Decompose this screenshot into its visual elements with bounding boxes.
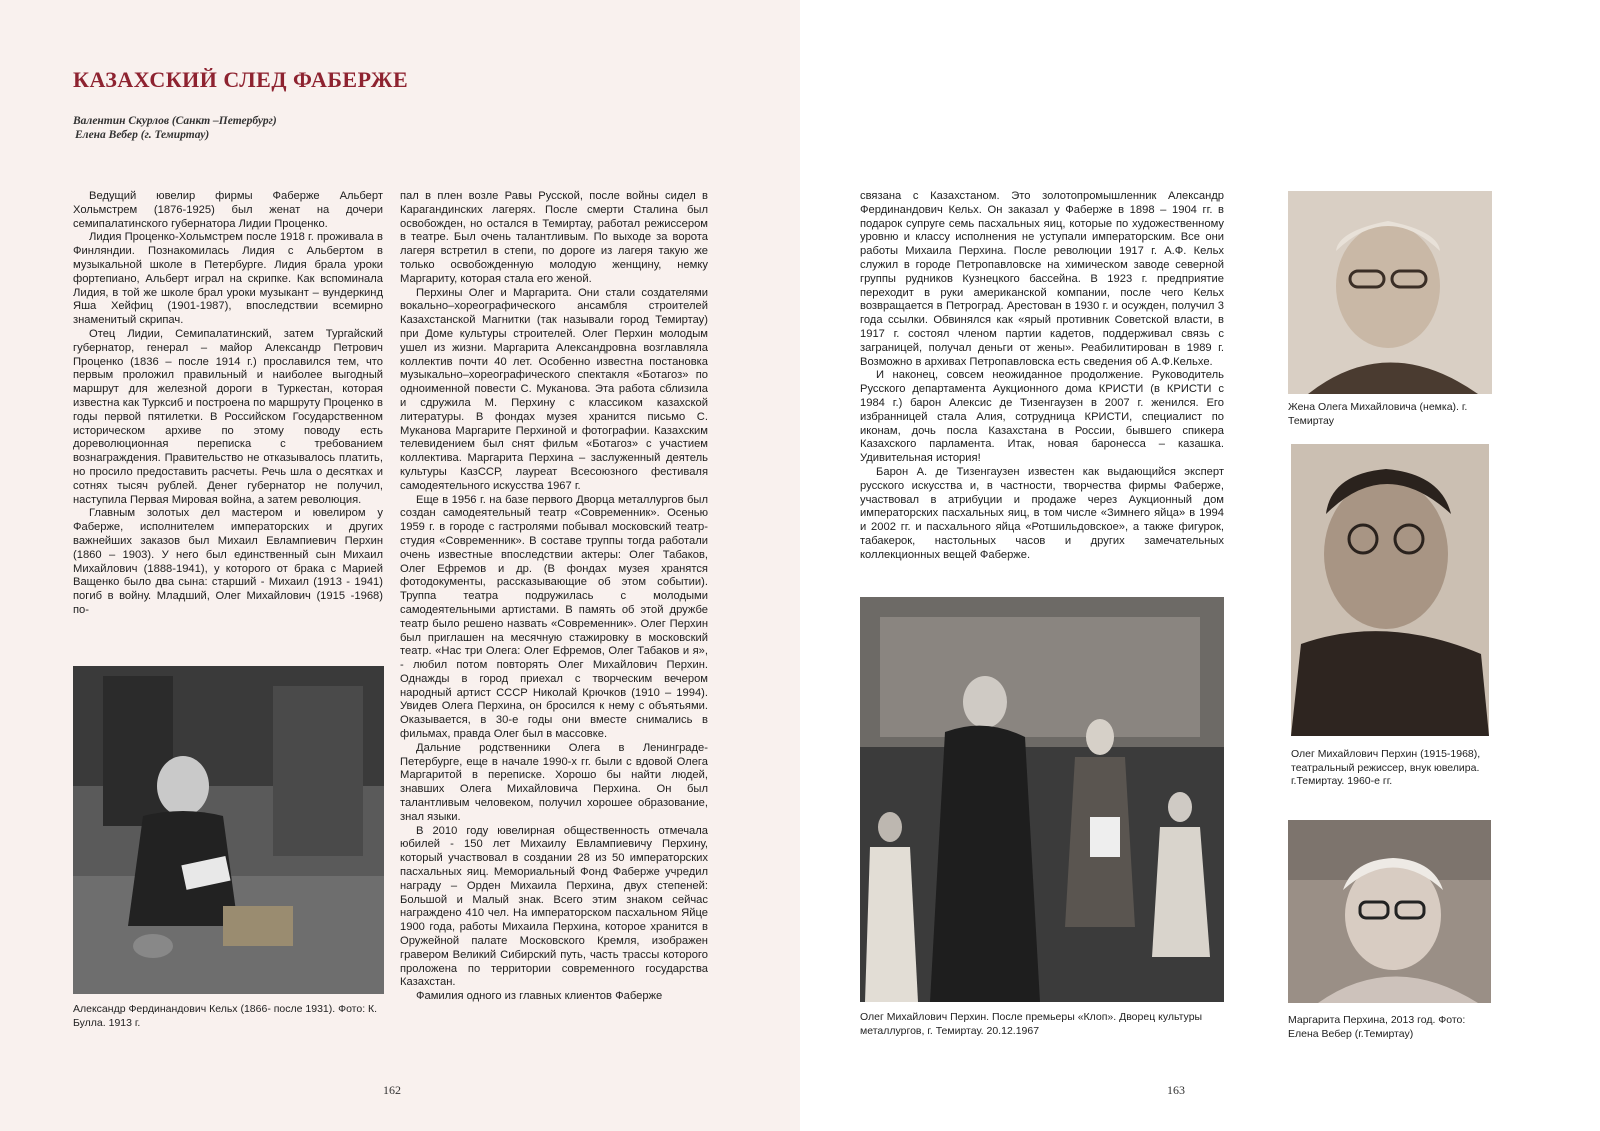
portrait-margarita-caption: Маргарита Перхина, 2013 год. Фото: Елена Вебер (г.Темиртау) <box>1288 1014 1466 1040</box>
paragraph: Главным золотых дел мастером и ювелиром у Фаберже, исполнителем императорских и других важнейших заказов был Михаил Евлампиевич Перхин (1860 – 1903). У него был единственный сын Михаил Михайлович (1888-1941), у которого от брака с Марией Ващенко было два сына: старший - Михаил (1913 - 1941) погиб в войну. Младший, Олег Михайлович (1915 -1968) по- <box>73 507 383 616</box>
stage-photo <box>860 597 1224 1002</box>
paragraph: Ведущий ювелир фирмы Фаберже Альберт Хольмстрем (1876-1925) был женат на дочери семипалатинского губернатора Лидии Проценко. <box>73 190 383 230</box>
paragraph: связана с Казахстаном. Это золотопромышленник Александр Фердинандович Кельх. Он заказал у Фаберже в 1898 – 1904 гг. в подарок супруге семь пасхальных яиц, которые по художественному уровню и классу исполнения не уступали императорским. Все они работы Михаила Перхина. После революции 1917 г. А.Ф. Кельх служил в городе Петропавловске на химическом заводе северной группы рудников Кузнецкого бассейна. В 1923 г. предприятие переходит в руки американской компании, после чего Кельх возвращается в Петроград. Арестован в 1930 г. и осужден, получил 3 года ссылки. Обвинялся как «ярый противник Советской власти, в 1917 г. состоял членом партии кадетов, поддерживал связь с заграницей, получал деньги от жены». Реабилитирован в 1989 г. Возможно в архивах Петропавловска есть сведения об А.Ф.Кельхе. <box>860 190 1224 368</box>
author-2: Елена Вебер (г. Темиртау) <box>75 129 210 141</box>
portrait-oleg <box>1291 444 1489 736</box>
paragraph: Барон А. де Тизенгаузен известен как выдающийся эксперт русского искусства и, в частности, творчества фирмы Фаберже, участвовал в атрибуции и продаже через Аукционный дом императорских пасхальных яиц, в том числе «Зимнего яйца» в 1994 и 2002 гг. и пасхального яйца «Ротшильдовское», а также фигурок, табакерок, настольных часов и других замечательных коллекционных вещей Фаберже. <box>860 465 1224 561</box>
kelkh-photo-caption: Александр Фердинандович Кельх (1866- после 1931). Фото: К. Булла. 1913 г. <box>73 1003 378 1029</box>
portrait-margarita <box>1288 820 1491 1003</box>
page-number: 163 <box>1167 1083 1185 1097</box>
paragraph: Перхины Олег и Маргарита. Они стали создателями вокально–хореографического ансамбля строителей Казахстанской Магнитки (так называли город Темиртау) при Доме культуры строителей. Олег Перхин молодым ушел из жизни. Маргарита Александровна возглавляла коллектив почти 40 лет. Особенно известна постановка музыкально–хореографического спектакля «Ботагоз» по одноименной повести С. Муканова. Эта работа сблизила и сдружила М. Перхину с классиком казахской литературы. В фондах музея хранится письмо С. Муканова Маргарите Перхиной и фотографии. Казахским телевидением был снят фильм «Ботагоз» с участием коллектива. Маргарита Перхина – заслуженный деятель культуры КазССР, лауреат Всесоюзного фестиваля самодеятельного искусства 1967 г. <box>400 286 708 492</box>
paragraph: пал в плен возле Равы Русской, после войны сидел в Карагандинских лагерях. После смерти Сталина был освобожден, но остался в Темиртау, работал режиссером в театре. Был очень талантливым. По выходе за ворота лагеря встретил в степи, по дороге из лагеря такую же только освобожденную молодую женщину, немку Маргариту, которая стала его женой. <box>400 190 708 285</box>
paragraph: Лидия Проценко-Хольмстрем после 1918 г. проживала в Финляндии. Познакомилась Лидия с Альбертом в музыкальной школе в Петербурге. Лидия брала уроки фортепиано, Альберт играл на скрипке. Как вспоминала Лидия, в той же школе брал уроки музыкант – вундеркинд Яша Хейфиц (1901-1987), впоследствии всемирно знаменитый скрипач. <box>73 231 383 327</box>
text-column-3 <box>860 190 1224 563</box>
text-column-1 <box>73 190 383 618</box>
paragraph: Отец Лидии, Семипалатинский, затем Тургайский губернатор, генерал – майор Александр Петрович Проценко (1836 – после 1914 г.) прославился тем, что первым проложил правильный и наиболее выгодный маршрут для железной дороги в Туркестан, которая известна как Турксиб и построена по маршруту Проценко в годы первой пятилетки. В Российском Государственном историческом архиве по этому поводу есть дореволюционная переписка с требованием вознаграждения. Правительство не отказывалось платить, но просило предоставить расчеты. Речь шла о десятках и сотнях тысяч рублей. Денег губернатор не получил, наступила Первая Мировая война, а затем революция. <box>73 327 383 506</box>
kelkh-photo <box>73 666 384 994</box>
paragraph: Еще в 1956 г. на базе первого Дворца металлургов был создан самодеятельный театр «Современник». Осенью 1959 г. в городе с гастролями побывал московский театр-студия «Современник». В составе труппы тогда работали очень известные впоследствии актеры: Олег Табаков, Олег Ефремов и др. (В фондах музея хранятся фотодокументы, рассказывающие об этом событии). Труппа театра подружилась с молодыми самодеятельными артистами. В память об этой дружбе театр было решено назвать «Современник». Олег Перхин был приглашен на месячную стажировку в московский театр. «Нас три Олега: Олег Ефремов, Олег Табаков и я», - любил потом повторять Олег Михайлович Перхин. Однажды в город приехал с творческим вечером народный артист СССР Николай Крючков (1910 – 1994). Увидев Олега Перхина, он бросился к нему с объятьями. Оказывается, в 30-е годы они вместе снимались в фильмах, правда Олег был в массовке. <box>400 493 708 741</box>
page-number: 162 <box>383 1083 401 1097</box>
right-page <box>800 0 1600 1131</box>
stage-photo-caption: Олег Михайлович Перхин. После премьеры «Клоп». Дворец культуры металлургов, г. Темиртау. 20.12.1967 <box>860 1011 1203 1037</box>
portrait-oleg-caption: Олег Михайлович Перхин (1915-1968), театральный режиссер, внук ювелира. г.Темиртау. 1960-е гг. <box>1291 748 1481 787</box>
paragraph: И наконец, совсем неожиданное продолжение. Руководитель Русского департамента Аукционного дома КРИСТИ (в КРИСТИ с 1984 г.) барон Алексис де Тизенгаузен в 2007 г. женился. Его избранницей стала Алия, сотрудница КРИСТИ, специалист по иконам, дочь посла Казахстана в России, бывшего спикера Казахского парламента. Итак, новая баронесса – казашка. Удивительная история! <box>860 369 1224 465</box>
paragraph: Фамилия одного из главных клиентов Фаберже <box>416 990 663 1003</box>
portrait-wife-caption: Жена Олега Михайловича (немка). г. Темиртау <box>1288 401 1468 427</box>
text-column-2 <box>400 190 708 1004</box>
paragraph: В 2010 году ювелирная общественность отмечала юбилей - 150 лет Михаилу Евлампиевичу Перхину, который участвовал в создании 28 из 50 императорских пасхальных яиц. Мемориальный Фонд Фаберже учредил награду – Орден Михаила Перхина, двух степеней: Большой и Малый знак. Всего этим знаком сейчас награждено 410 чел. На императорском пасхальном Яйце 1900 года, работы Михаила Перхина, которое хранится в Оружейной палате Московского Кремля, изображен гравером Великий Сибирский путь, часть трассы которого проложена по территории современного государства Казахстан. <box>400 824 708 989</box>
author-1: Валентин Скурлов (Санкт –Петербург) <box>73 115 277 127</box>
portrait-wife <box>1288 191 1492 394</box>
article-title: КАЗАХСКИЙ СЛЕД ФАБЕРЖЕ <box>73 67 409 92</box>
paragraph: Дальние родственники Олега в Ленинграде-Петербурге, еще в начале 1990-х гг. были с вдовой Олега Маргаритой в переписке. Хорошо бы найти людей, знавших Олега Михайловича Перхина. Он был талантливым человеком, получил хорошее образование, знал языки. <box>400 741 708 823</box>
authors <box>73 114 277 142</box>
